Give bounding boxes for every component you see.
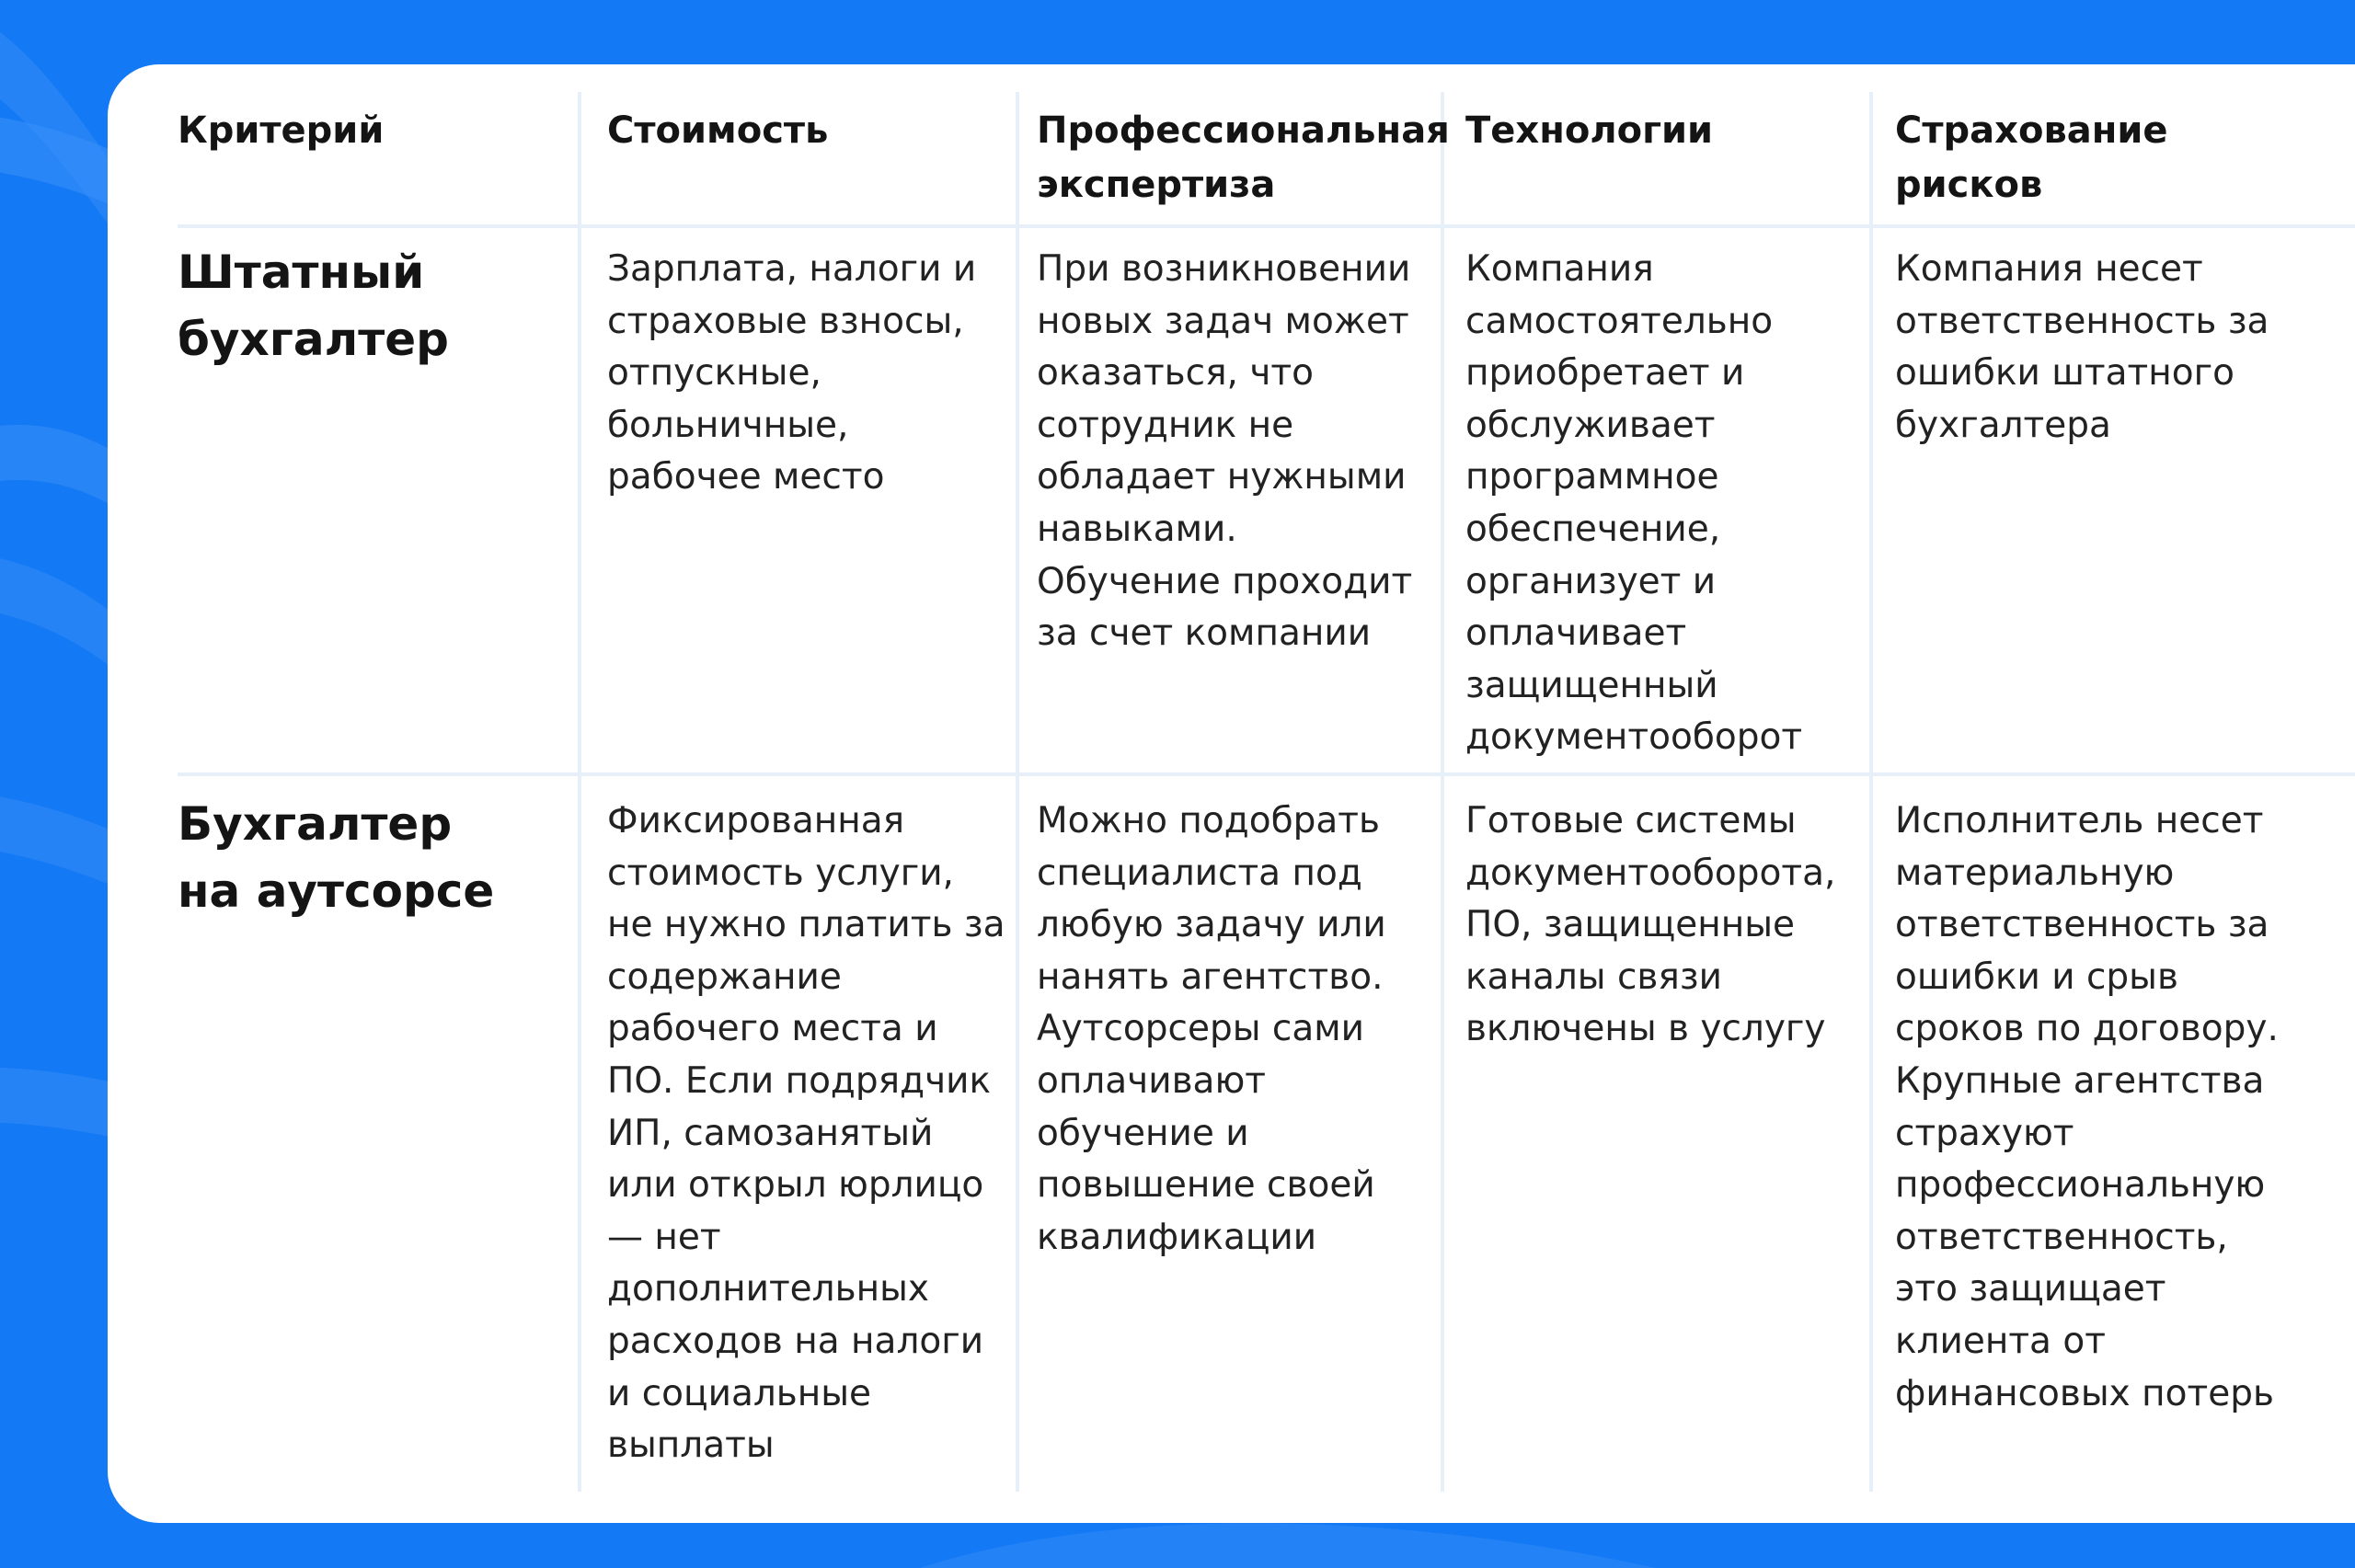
row-divider bbox=[178, 224, 2355, 228]
column-divider bbox=[1441, 92, 1444, 1492]
column-divider bbox=[1869, 92, 1873, 1492]
table-cell: Компания несет ответственность за ошибки штатного бухгалтера bbox=[1895, 248, 2269, 446]
row-label-staff-accountant: Штатный бухгалтер bbox=[178, 246, 449, 366]
row-label-outsourced-accountant: Бухгалтер на аутсорсе bbox=[178, 797, 495, 918]
header-cost: Стоимость bbox=[607, 109, 829, 152]
table-cell: Исполнитель несет материальную ответственность за ошибки и срыв сроков по договору. Крупные агентства страхуют профессиональную ответственность, это защищает клиента от финансовых потерь bbox=[1895, 800, 2279, 1414]
column-divider bbox=[578, 92, 581, 1492]
row-divider bbox=[178, 773, 2355, 776]
column-divider bbox=[1016, 92, 1019, 1492]
table-cell: Можно подобрать специалиста под любую задачу или нанять агентство. Аутсорсеры сами оплачивают обучение и повышение своей квалификации bbox=[1037, 800, 1386, 1258]
table-cell: Зарплата, налоги и страховые взносы, отпускные, больничные, рабочее место bbox=[607, 248, 977, 498]
table-cell: Компания самостоятельно приобретает и обслуживает программное обеспечение, организует и оплачивает защищенный документооборот bbox=[1465, 248, 1803, 759]
header-criterion: Критерий bbox=[178, 109, 385, 152]
table-cell: Готовые системы документооборота, ПО, защищенные каналы связи включены в услугу bbox=[1465, 800, 1836, 1050]
header-insurance: Страхование рисков bbox=[1895, 109, 2168, 206]
table-cell: Фиксированная стоимость услуги, не нужно платить за содержание рабочего места и ПО. Если подрядчик ИП, самозанятый или открыл юрлицо — нет дополнительных расходов на налоги и социальные выплаты bbox=[607, 800, 1005, 1467]
table-cell: При возникновении новых задач может оказаться, что сотрудник не обладает нужными навыками. Обучение проходит за счет компании bbox=[1037, 248, 1413, 655]
header-technology: Технологии bbox=[1465, 109, 1714, 152]
header-expertise: Профессиональная экспертиза bbox=[1037, 109, 1450, 206]
